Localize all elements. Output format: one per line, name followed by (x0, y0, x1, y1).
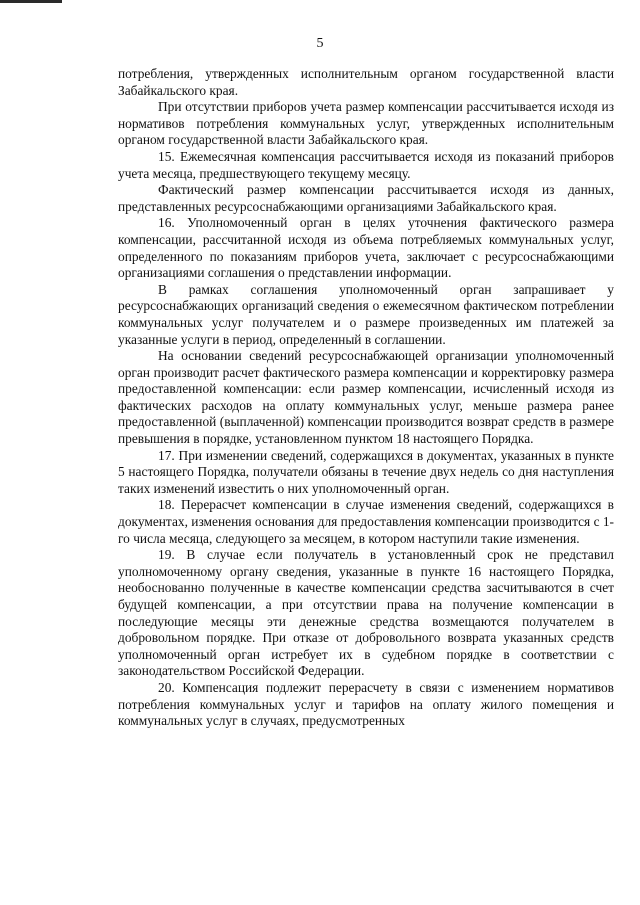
paragraph-10: 19. В случае если получатель в установленный срок не представил уполномоченному органу сведения, указанные в пункте 16 настоящего Порядка, необоснованно полученные в качестве компенсации средства засчитываются в счет будущей компенсации, а при отсутствии права на получение компенсации в последующие месяцы эти денежные средства возмещаются получателем в добровольном порядке. При отказе от добровольного возврата указанных средств уполномоченный орган истребует их в судебном порядке в соответствии с законодательством Российской Федерации. (118, 547, 614, 679)
paragraph-2: При отсутствии приборов учета размер компенсации рассчитывается исходя из нормативов потребления коммунальных услуг, утвержденных исполнительным органом государственной власти Забайкальского края. (118, 99, 614, 148)
paragraph-11: 20. Компенсация подлежит перерасчету в связи с изменением нормативов потребления коммунальных услуг и тарифов на оплату жилого помещения и коммунальных услуг в случаях, предусмотренных (118, 679, 614, 729)
paragraph-4: Фактический размер компенсации рассчитывается исходя из данных, представленных ресурсоснабжающими организациями Забайкальского края. (118, 182, 614, 214)
paragraph-6: В рамках соглашения уполномоченный орган запрашивает у ресурсоснабжающих организаций сведения о ежемесячном фактическом потреблении коммунальных услуг получателем и о размере произведенных им платежей за указанные услуги в период, определенный в соглашении. (118, 281, 614, 347)
paragraph-3: 15. Ежемесячная компенсация рассчитывается исходя из показаний приборов учета месяца, предшествующего текущему месяцу. (118, 148, 614, 181)
document-body (118, 66, 614, 730)
paragraph-9: 18. Перерасчет компенсации в случае изменения сведений, содержащихся в документах, изменения основания для предоставления компенсации производится с 1-го числа месяца, следующего за месяцем, в котором наступили такие изменения. (118, 497, 615, 546)
page-number: 5 (316, 36, 324, 51)
paragraph-1: потребления, утвержденных исполнительным органом государственной власти Забайкальского края. (118, 66, 614, 98)
scan-edge-mark (0, 0, 62, 3)
paragraph-8: 17. При изменении сведений, содержащихся в документах, указанных в пункте 5 настоящего Порядка, получатели обязаны в течение двух недель со дня наступления таких изменений известить о них уполномоченный орган. (118, 447, 614, 496)
paragraph-7: На основании сведений ресурсоснабжающей организации уполномоченный орган производит расчет фактического размера компенсации и корректировку размера предоставленной компенсации: если размер компенсации, исчисленный исходя из фактических расходов на оплату коммунальных услуг, меньше размера ранее предоставленной (выплаченной) компенсации производится возврат средств в размере превышения в порядке, установленном пунктом 18 настоящего Порядка. (118, 348, 614, 447)
paragraph-5: 16. Уполномоченный орган в целях уточнения фактического размера компенсации, рассчитанной исходя из объема потребляемых коммунальных услуг, определенного по показаниям приборов учета, заключает с ресурсоснабжающими организациями соглашения о представлении информации. (118, 215, 614, 281)
